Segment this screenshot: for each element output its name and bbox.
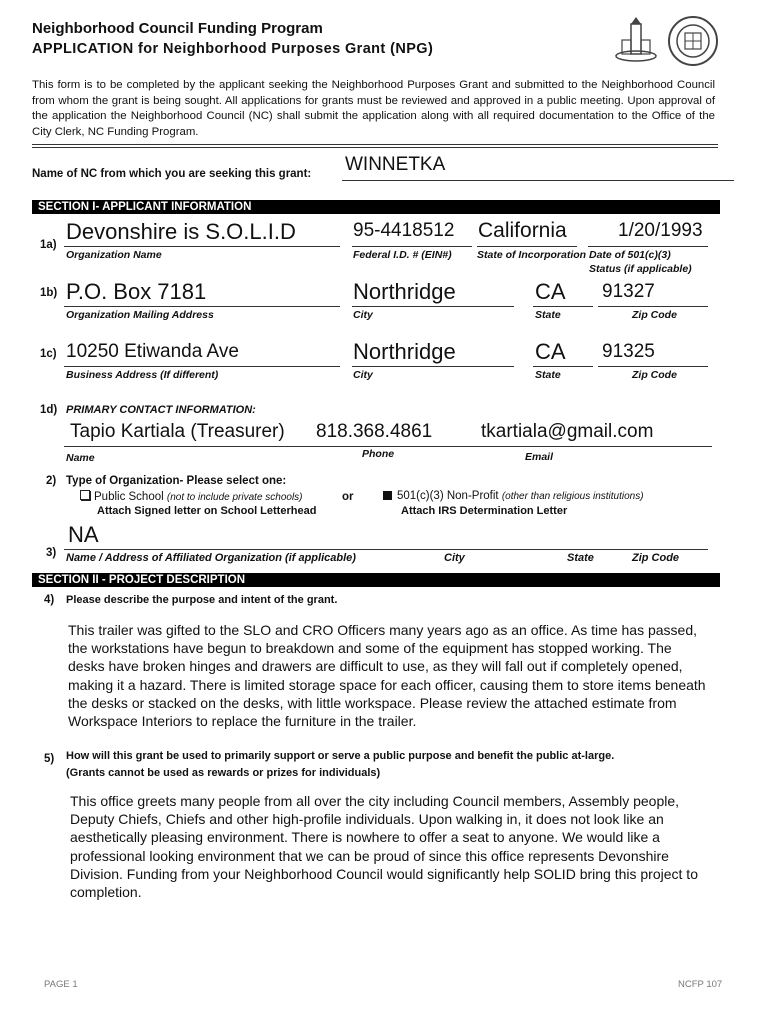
mailing-state-value[interactable]: CA [535, 279, 566, 304]
row-1b-number: 1b) [40, 287, 58, 299]
date-501-label-2: Status (if applicable) [589, 263, 692, 275]
q2-title: Type of Organization- Please select one: [66, 475, 287, 487]
contact-name-value[interactable]: Tapio Kartiala (Treasurer) [70, 421, 285, 442]
business-address-label: Business Address (If different) [66, 369, 219, 381]
state-inc-line [477, 246, 577, 247]
business-state-value[interactable]: CA [535, 339, 566, 364]
public-school-option[interactable] [80, 490, 303, 503]
affiliated-state-label: State [567, 552, 594, 564]
q5-note: (Grants cannot be used as rewards or prizes for individuals) [66, 767, 381, 779]
affiliated-org-line [64, 549, 708, 550]
date-501-value[interactable]: 1/20/1993 [618, 220, 703, 241]
public-school-label: Public School [94, 491, 164, 503]
business-zip-value[interactable]: 91325 [602, 341, 655, 362]
q4-number: 4) [44, 594, 55, 606]
q5-number: 5) [44, 753, 55, 765]
business-city-line [352, 366, 514, 367]
business-city-label: City [353, 369, 373, 381]
q4-question: Please describe the purpose and intent of the grant. [66, 594, 338, 606]
ein-value[interactable]: 95-4418512 [353, 220, 455, 241]
ein-line [352, 246, 472, 247]
business-city-value[interactable]: Northridge [353, 339, 456, 364]
business-zip-label: Zip Code [632, 369, 677, 381]
nc-label: Name of NC from which you are seeking this grant: [32, 168, 312, 180]
mailing-address-value[interactable]: P.O. Box 7181 [66, 279, 207, 304]
mailing-zip-value[interactable]: 91327 [602, 281, 655, 302]
public-school-sub: Attach Signed letter on School Letterhead [97, 505, 317, 517]
affiliated-zip-label: Zip Code [632, 552, 680, 564]
org-name-value[interactable]: Devonshire is S.O.L.I.D [66, 219, 296, 244]
affiliated-org-value[interactable]: NA [68, 522, 99, 547]
mailing-city-line [352, 306, 514, 307]
q2-number: 2) [46, 475, 57, 487]
divider [32, 144, 718, 148]
city-hall-logo [612, 16, 660, 64]
org-name-line [64, 246, 340, 247]
contact-title: PRIMARY CONTACT INFORMATION: [66, 404, 256, 416]
mailing-city-value[interactable]: Northridge [353, 279, 456, 304]
business-zip-line [598, 366, 708, 367]
nonprofit-option[interactable] [383, 490, 644, 502]
public-school-checkbox[interactable] [80, 490, 90, 500]
nonprofit-note: (other than religious institutions) [501, 491, 644, 502]
program-title: Neighborhood Council Funding Program [32, 20, 323, 37]
public-school-note: (not to include private schools) [166, 492, 303, 503]
state-inc-value[interactable]: California [478, 219, 567, 242]
mailing-zip-line [598, 306, 708, 307]
business-state-line [533, 366, 593, 367]
q5-answer[interactable]: This office greets many people from all over the city including Council members, Assembly people, Deputy Chiefs, Chiefs and other high-profile individuals. Upon walking in, it does not look like an aesthetically pleasing environment. There is nowhere to offer a seat to anyone. We would like a professional looking environment that we can be proud of since this office represents Devonshire Division. Funding from your Neighborhood Council would significantly help SOLID bring this project to completion. [70, 793, 698, 901]
contact-name-label: Name [66, 452, 95, 464]
q3-number: 3) [46, 547, 57, 559]
nc-value[interactable]: WINNETKA [345, 154, 446, 175]
state-inc-label: State of Incorporation [477, 249, 587, 261]
mailing-address-line [64, 306, 340, 307]
mailing-address-label: Organization Mailing Address [66, 309, 214, 321]
section-1-header: SECTION I- APPLICANT INFORMATION [32, 200, 720, 214]
date-501-line [588, 246, 708, 247]
nonprofit-sub: Attach IRS Determination Letter [401, 505, 568, 517]
business-state-label: State [535, 369, 561, 381]
mailing-zip-label: Zip Code [632, 309, 677, 321]
nc-value-line [342, 180, 734, 181]
mailing-state-label: State [535, 309, 561, 321]
contact-phone-label: Phone [362, 448, 395, 460]
form-number: NCFP 107 [678, 979, 723, 990]
mailing-state-line [533, 306, 593, 307]
city-seal-logo [668, 16, 718, 66]
or-label: or [342, 491, 354, 503]
form-title: APPLICATION for Neighborhood Purposes Grant (NPG) [32, 41, 434, 57]
contact-email-label: Email [525, 451, 554, 463]
nonprofit-checkbox[interactable] [383, 491, 392, 500]
nonprofit-label: 501(c)(3) Non-Profit [397, 490, 499, 502]
row-1c-number: 1c) [40, 348, 57, 360]
contact-email-value[interactable]: tkartiala@gmail.com [481, 421, 654, 442]
contact-line [64, 446, 712, 447]
affiliated-org-label: Name / Address of Affiliated Organization (if applicable) [66, 552, 356, 564]
q4-answer[interactable]: This trailer was gifted to the SLO and CRO Officers many years ago as an office. As time has passed, the workstations have begun to breakdown and some of the equipment has stopped working. The desks have broken hinges and drawers are difficult to use, as they will fall out if completely opened, making it a hazard. There is limited storage space for each officer, causing them to store items beneath the desks or stacked on the desks, with little workspace. Please review the attached estimate from Workspace Interiors to replace the furniture in the trailer. [68, 622, 706, 730]
contact-phone-value[interactable]: 818.368.4861 [316, 421, 433, 442]
affiliated-city-label: City [444, 552, 465, 564]
row-1d-number: 1d) [40, 404, 58, 416]
business-address-line [64, 366, 340, 367]
mailing-city-label: City [353, 309, 373, 321]
ein-label: Federal I.D. # (EIN#) [353, 249, 452, 261]
q5-question: How will this grant be used to primarily support or serve a public purpose and benefit the public at-large. [66, 750, 615, 762]
row-1a-number: 1a) [40, 239, 57, 251]
intro-text: This form is to be completed by the applicant seeking the Neighborhood Purposes Grant and submitted to the Neighborhood Council from whom the grant is being sought. All applications for grants must be reviewed and approved in a public meeting. Upon approval of the application the Neighborhood Council (NC) shall submit the application along with all required documentation to the Office of the City Clerk, NC Funding Program. [32, 79, 715, 138]
business-address-value[interactable]: 10250 Etiwanda Ave [66, 341, 239, 362]
page-number: PAGE 1 [44, 979, 78, 990]
section-2-header: SECTION II - PROJECT DESCRIPTION [32, 573, 720, 587]
date-501-label-1: Date of 501(c)(3) [589, 249, 671, 261]
org-name-label: Organization Name [66, 249, 162, 261]
